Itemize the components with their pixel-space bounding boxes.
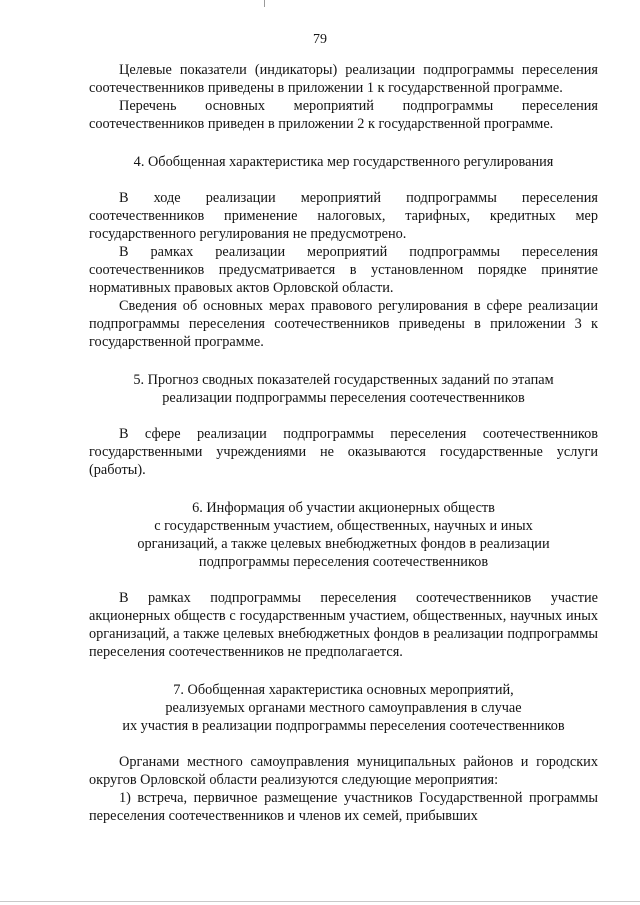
page-number: 79 xyxy=(313,32,327,47)
section-7-paragraph-2: 1) встреча, первичное размещение участников Государственной программы переселения соотечественников и членов их семей, прибывших xyxy=(89,790,598,824)
section-4-paragraph-1: В ходе реализации мероприятий подпрограммы переселения соотечественников применение налоговых, тарифных, кредитных мер государственного регулирования не предусмотрено. xyxy=(89,190,598,242)
section-5-heading xyxy=(89,371,598,407)
section-6-paragraph: В рамках подпрограммы переселения соотечественников участие акционерных обществ с государственным участием, общественных, научных иных организаций, а также целевых внебюджетных фондов в реализации подпрограммы переселения соотечественников не предполагается. xyxy=(89,590,598,660)
section-6-heading-line-2: с государственным участием, общественных, научных и иных xyxy=(154,518,533,534)
section-7-heading xyxy=(89,681,598,735)
section-6-heading-line-4: подпрограммы переселения соотечественников xyxy=(198,554,489,570)
paragraph-activities-list: Перечень основных мероприятий подпрограммы переселения соотечественников приведен в приложении 2 к государственной программе. xyxy=(89,98,598,132)
section-4-paragraph-3: Сведения об основных мерах правового регулирования в сфере реализации подпрограммы переселения соотечественников приведены в приложении 3 к государственной программе. xyxy=(89,298,598,350)
section-7-heading-line-2: реализуемых органами местного самоуправления в случае xyxy=(165,700,522,716)
document-body xyxy=(89,61,598,825)
section-7-heading-line-3: их участия в реализации подпрограммы переселения соотечественников xyxy=(122,718,565,734)
section-6-heading xyxy=(89,499,598,571)
section-4-heading: 4. Обобщенная характеристика мер государственного регулирования xyxy=(133,154,554,170)
scan-bottom-edge xyxy=(0,901,640,902)
section-4-paragraph-2: В рамках реализации мероприятий подпрограммы переселения соотечественников предусматривается в установленном порядке принятие нормативных правовых актов Орловской области. xyxy=(89,244,598,296)
section-7-paragraph-1: Органами местного самоуправления муниципальных районов и городских округов Орловской области реализуются следующие мероприятия: xyxy=(89,754,598,788)
section-7-heading-line-1: 7. Обобщенная характеристика основных мероприятий, xyxy=(173,682,514,698)
section-6-heading-line-3: организаций, а также целевых внебюджетных фондов в реализации xyxy=(137,536,550,552)
section-5-heading-line-2: реализации подпрограммы переселения соотечественников xyxy=(162,390,525,406)
section-5-paragraph: В сфере реализации подпрограммы переселения соотечественников государственными учреждениями не оказываются государственные услуги (работы). xyxy=(89,426,598,478)
paragraph-indicators: Целевые показатели (индикаторы) реализации подпрограммы переселения соотечественников приведены в приложении 1 к государственной программе. xyxy=(89,62,598,96)
scan-edge-mark xyxy=(264,0,265,7)
section-5-heading-line-1: 5. Прогноз сводных показателей государственных заданий по этапам xyxy=(133,372,554,388)
section-6-heading-line-1: 6. Информация об участии акционерных обществ xyxy=(192,500,495,516)
